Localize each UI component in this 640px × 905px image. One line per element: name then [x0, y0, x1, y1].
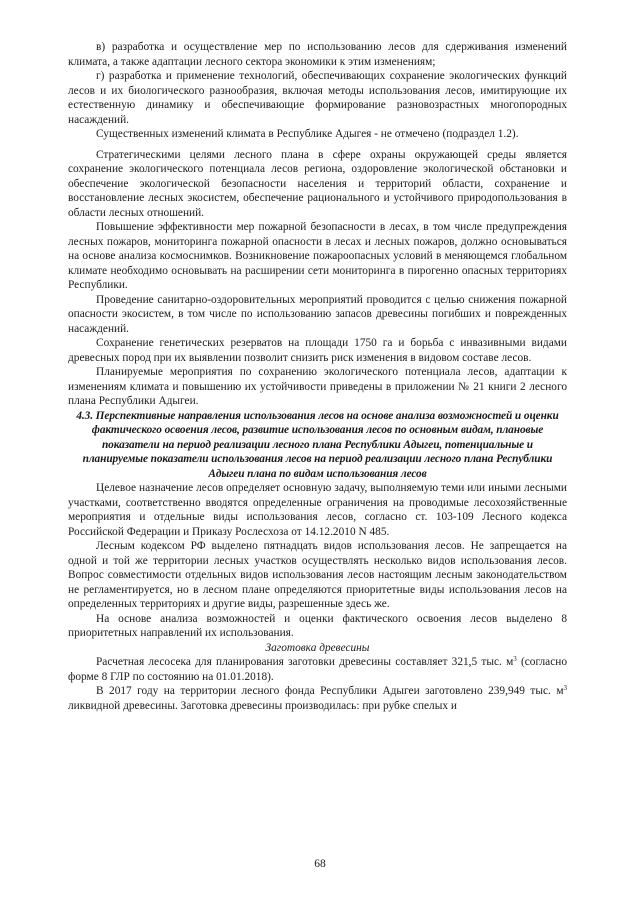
superscript: 3	[513, 655, 517, 663]
paragraph-planned-measures: Планируемые мероприятия по сохранению экологического потенциала лесов, адаптации к изменениям климата и повышению их устойчивости приведены в приложении № 21 книги 2 лесного плана Республики Адыгеи.	[68, 366, 567, 407]
paragraph-forest-code: Лесным кодексом РФ выделено пятнадцать видов использования лесов. Не запрещается на одной и той же территории лесных участков осуществлять несколько видов использования лесов. Вопрос совместимости отдельных видов использования лесов настоящим лесным законодательством не регламентируется, но в лесном плане определяются приоритетные виды использования лесов на определенных территориях и другие виды, разрешенные здесь же.	[68, 540, 567, 610]
harvest-text-end: ликвидной древесины. Заготовка древесины производилась: при рубке спелых и	[68, 699, 457, 712]
paragraph-harvest-2017	[68, 684, 567, 713]
paragraph-strategic-goals: Стратегическими целями лесного плана в сфере охраны окружающей среды является сохранение экологического потенциала лесов региона, оздоровление экологической обстановки и обеспечение экологической безопасности населения и территорий области, сохранение и восстановление лесных экосистем, обеспечение рационального и устойчивого природопользования в области лесных отношений.	[68, 148, 567, 219]
document-page	[68, 40, 567, 870]
paragraph-genetic-reserves: Сохранение генетических резерватов на площади 1750 га и борьба с инвазивными видами древесных пород при их выявлении позволит снизить риск изменения в видовом составе лесов.	[68, 337, 567, 364]
harvest-text: В 2017 году на территории лесного фонда Республики Адыгеи заготовлено 239,949 тыс. м	[96, 685, 564, 697]
paragraph-fire-safety: Повышение эффективности мер пожарной безопасности в лесах, в том числе предупреждения лесных пожаров, мониторинга пожарной опасности в лесах и лесных пожаров, должно основываться на основе анализа космоснимков. Возникновение пожароопасных условий в меняющемся глобальном климате необходимо основывать на расширении сети мониторинга в пирогенно опасных территориях Республики.	[68, 221, 567, 291]
allowable-cut-text: Расчетная лесосека для планирования заготовки древесины составляет 321,5 тыс. м	[96, 656, 514, 668]
page-number: 68	[314, 858, 326, 870]
subheading-timber-harvest: Заготовка древесины	[265, 641, 370, 654]
superscript: 3	[563, 684, 567, 692]
paragraph-allowable-cut	[68, 655, 567, 684]
paragraph-priorities: На основе анализа возможностей и оценки фактического освоения лесов выделено 8 приоритетных направлений их использования.	[68, 612, 567, 639]
paragraph-purpose: Целевое назначение лесов определяет основную задачу, выполняемую теми или иными лесными участками, соответственно вводятся определенные ограничения на проводимые лесохозяйственные мероприятия и отдельные виды использования лесов, согласно ст. 103-109 Лесного кодекса Российской Федерации и Приказу Рослесхоза от 14.12.2010 N 485.	[68, 482, 567, 538]
paragraph-item-g: г) разработка и применение технологий, обеспечивающих сохранение экологических функций лесов и их биологического разнообразия, включая методы использования лесов, имитирующие их естественную динамику и обеспечивающие формирование разновозрастных многопородных насаждений.	[68, 70, 567, 126]
allowable-cut-text-end: (согласно форме 8 ГЛР по состоянию на 01.01.2018).	[68, 656, 567, 683]
paragraph-item-v: в) разработка и осуществление мер по использованию лесов для сдерживания изменений климата, а также адаптации лесного сектора экономики к этим изменениям;	[68, 41, 567, 68]
section-heading: 4.3. Перспективные направления использования лесов на основе анализа возможностей и оценки фактического освоения лесов, развитие использования лесов по основным видам, плановые показатели на период реализации лесного плана Республики Адыгеи, потенциальные и планируемые показатели использования лесов на период реализации лесного плана Республики Адыгеи плана по видам использования лесов	[76, 409, 559, 480]
paragraph-climate: Существенных изменений климата в Республике Адыгея - не отмечено (подраздел 1.2).	[96, 128, 519, 140]
paragraph-sanitary: Проведение санитарно-оздоровительных мероприятий проводится с целью снижения пожарной опасности экосистем, в том числе по использованию запасов древесины погибших и поврежденных насаждений.	[68, 293, 567, 335]
